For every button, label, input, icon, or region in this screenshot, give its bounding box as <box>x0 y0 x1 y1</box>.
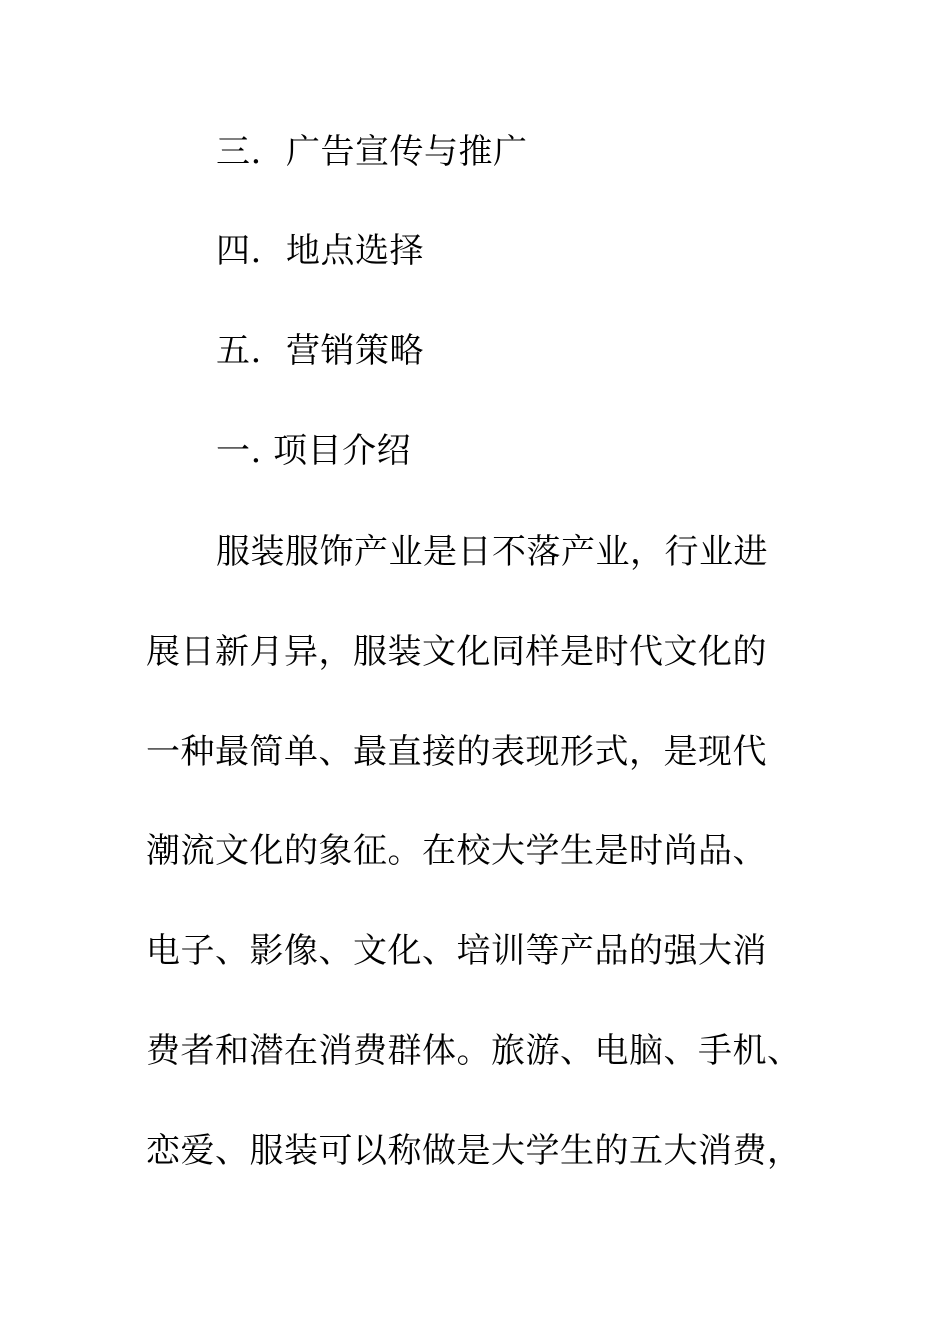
outline-item-text: 地点选择 <box>286 231 424 271</box>
paragraph-line: 服装服饰产业是日不落产业，行业进 <box>216 532 768 572</box>
section-heading: 一. 项目介绍 <box>216 431 412 471</box>
outline-item-text: 营销策略 <box>286 331 424 371</box>
outline-item-4 <box>216 231 424 271</box>
outline-item-3 <box>216 132 528 172</box>
outline-item-number: 三. <box>216 132 262 172</box>
paragraph-line: 一种最简单、最直接的表现形式，是现代 <box>146 732 767 772</box>
outline-item-5 <box>216 331 424 371</box>
paragraph-line: 恋爱、服装可以称做是大学生的五大消费， <box>146 1131 802 1171</box>
paragraph-line: 费者和潜在消费群体。旅游、电脑、手机、 <box>146 1031 802 1071</box>
outline-item-number: 四. <box>216 231 262 271</box>
paragraph-line: 潮流文化的象征。在校大学生是时尚品、 <box>146 831 767 871</box>
outline-item-number: 五. <box>216 331 262 371</box>
outline-item-text: 广告宣传与推广 <box>286 132 528 172</box>
paragraph-line: 展日新月异，服装文化同样是时代文化的 <box>146 632 767 672</box>
paragraph-line: 电子、影像、文化、培训等产品的强大消 <box>146 931 767 971</box>
